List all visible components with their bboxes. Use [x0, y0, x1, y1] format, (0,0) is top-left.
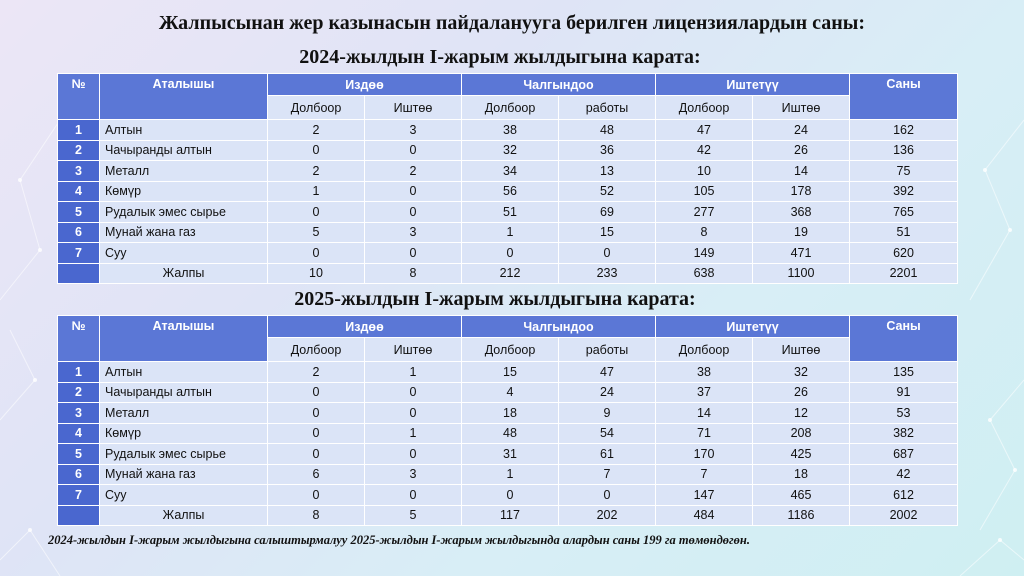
cell-value: 277	[656, 202, 753, 223]
row-number: 7	[58, 243, 100, 264]
cell-value: 15	[462, 362, 559, 383]
row-number: 1	[58, 120, 100, 141]
table-2024-heading: 2024-жылдын I-жарым жылдыгына карата:	[299, 46, 701, 68]
cell-value: 26	[753, 140, 850, 161]
total-value: 8	[268, 505, 365, 526]
cell-value: 54	[559, 423, 656, 444]
row-name: Металл	[100, 161, 268, 182]
cell-value: 32	[753, 362, 850, 383]
row-number: 1	[58, 362, 100, 383]
total-value: 8	[365, 263, 462, 284]
subheader: Долбоор	[462, 96, 559, 120]
total-value: 233	[559, 263, 656, 284]
row-name: Рудалык эмес сырье	[100, 202, 268, 223]
cell-value: 19	[753, 222, 850, 243]
cell-value: 2	[365, 161, 462, 182]
cell-value: 24	[753, 120, 850, 141]
cell-value: 0	[268, 485, 365, 506]
total-value: 484	[656, 505, 753, 526]
cell-value: 368	[753, 202, 850, 223]
row-total: 42	[850, 464, 958, 485]
cell-value: 9	[559, 403, 656, 424]
subheader: Долбоор	[656, 338, 753, 362]
cell-value: 24	[559, 382, 656, 403]
table-row	[58, 161, 958, 182]
col-izdoo-header: Издөө	[268, 316, 462, 338]
cell-value: 2	[268, 161, 365, 182]
cell-value: 0	[268, 243, 365, 264]
cell-value: 5	[268, 222, 365, 243]
col-ishtetuu-header: Иштетүү	[656, 316, 850, 338]
grand-total: 2002	[850, 505, 958, 526]
cell-value: 0	[365, 382, 462, 403]
row-name: Мунай жана газ	[100, 464, 268, 485]
row-total: 687	[850, 444, 958, 465]
page-title: Жалпысынан жер казынасын пайдаланууга берилген лицензиялардын саны:	[158, 12, 866, 34]
row-name: Суу	[100, 485, 268, 506]
table-row	[58, 243, 958, 264]
row-name: Көмүр	[100, 181, 268, 202]
cell-value: 425	[753, 444, 850, 465]
table-row	[58, 444, 958, 465]
cell-value: 10	[656, 161, 753, 182]
total-value: 5	[365, 505, 462, 526]
col-num-header: №	[58, 316, 100, 362]
cell-value: 2	[268, 120, 365, 141]
cell-value: 2	[268, 362, 365, 383]
row-number: 4	[58, 181, 100, 202]
cell-value: 15	[559, 222, 656, 243]
row-total: 162	[850, 120, 958, 141]
row-name: Мунай жана газ	[100, 222, 268, 243]
col-sany-header: Саны	[850, 316, 958, 362]
row-name: Чачыранды алтын	[100, 140, 268, 161]
cell-value: 26	[753, 382, 850, 403]
cell-value: 56	[462, 181, 559, 202]
cell-value: 51	[462, 202, 559, 223]
cell-value: 36	[559, 140, 656, 161]
subheader: Иштөө	[365, 338, 462, 362]
total-value: 10	[268, 263, 365, 284]
row-number: 6	[58, 222, 100, 243]
total-value: 638	[656, 263, 753, 284]
subheader: Иштөө	[753, 338, 850, 362]
row-number: 7	[58, 485, 100, 506]
subheader: Иштөө	[365, 96, 462, 120]
cell-value: 48	[559, 120, 656, 141]
cell-value: 0	[268, 382, 365, 403]
table-row	[58, 382, 958, 403]
cell-value: 7	[656, 464, 753, 485]
col-chalgyndoo-header: Чалгындоо	[462, 74, 656, 96]
row-total: 382	[850, 423, 958, 444]
cell-value: 208	[753, 423, 850, 444]
col-chalgyndoo-header: Чалгындоо	[462, 316, 656, 338]
table-row	[58, 403, 958, 424]
row-number: 3	[58, 403, 100, 424]
table-row	[58, 120, 958, 141]
total-value: 202	[559, 505, 656, 526]
col-sany-header: Саны	[850, 74, 958, 120]
cell-value: 71	[656, 423, 753, 444]
row-total: 75	[850, 161, 958, 182]
cell-value: 465	[753, 485, 850, 506]
cell-value: 37	[656, 382, 753, 403]
row-total: 620	[850, 243, 958, 264]
cell-value: 3	[365, 120, 462, 141]
cell-value: 0	[365, 403, 462, 424]
subheader: Иштөө	[753, 96, 850, 120]
row-name: Алтын	[100, 120, 268, 141]
cell-value: 1	[462, 464, 559, 485]
table-row	[58, 464, 958, 485]
grand-total: 2201	[850, 263, 958, 284]
total-value: 1100	[753, 263, 850, 284]
cell-value: 32	[462, 140, 559, 161]
cell-value: 0	[462, 243, 559, 264]
cell-value: 147	[656, 485, 753, 506]
cell-value: 61	[559, 444, 656, 465]
table-row	[58, 140, 958, 161]
totals-row	[58, 263, 958, 284]
subheader: Долбоор	[268, 96, 365, 120]
totals-label: Жалпы	[100, 505, 268, 526]
cell-value: 471	[753, 243, 850, 264]
cell-value: 0	[268, 202, 365, 223]
cell-value: 12	[753, 403, 850, 424]
row-number: 5	[58, 202, 100, 223]
cell-value: 47	[559, 362, 656, 383]
cell-value: 42	[656, 140, 753, 161]
cell-value: 0	[365, 181, 462, 202]
cell-value: 31	[462, 444, 559, 465]
subheader: Долбоор	[462, 338, 559, 362]
row-name: Суу	[100, 243, 268, 264]
total-value: 1186	[753, 505, 850, 526]
row-number: 2	[58, 140, 100, 161]
row-number: 6	[58, 464, 100, 485]
cell-value: 8	[656, 222, 753, 243]
table-row	[58, 423, 958, 444]
row-name: Рудалык эмес сырье	[100, 444, 268, 465]
cell-value: 0	[268, 403, 365, 424]
total-value: 117	[462, 505, 559, 526]
row-number: 5	[58, 444, 100, 465]
cell-value: 18	[462, 403, 559, 424]
cell-value: 0	[268, 140, 365, 161]
row-total: 392	[850, 181, 958, 202]
cell-value: 3	[365, 222, 462, 243]
cell-value: 38	[656, 362, 753, 383]
table-row	[58, 222, 958, 243]
cell-value: 105	[656, 181, 753, 202]
col-name-header: Аталышы	[100, 316, 268, 362]
col-ishtetuu-header: Иштетүү	[656, 74, 850, 96]
row-total: 765	[850, 202, 958, 223]
footer-note: 2024-жылдын I-жарым жылдыгына салыштырмалуу 2025-жылдын I-жарым жылдыгында алардын саны 199 га төмөндөгөн.	[48, 533, 750, 547]
cell-value: 52	[559, 181, 656, 202]
cell-value: 6	[268, 464, 365, 485]
row-total: 136	[850, 140, 958, 161]
row-total: 91	[850, 382, 958, 403]
table-row	[58, 181, 958, 202]
table-row	[58, 362, 958, 383]
row-name: Чачыранды алтын	[100, 382, 268, 403]
cell-value: 4	[462, 382, 559, 403]
cell-value: 47	[656, 120, 753, 141]
cell-value: 14	[656, 403, 753, 424]
totals-row	[58, 505, 958, 526]
col-num-header: №	[58, 74, 100, 120]
table-2025	[57, 315, 958, 526]
cell-value: 0	[365, 243, 462, 264]
cell-value: 34	[462, 161, 559, 182]
row-total: 612	[850, 485, 958, 506]
table-row	[58, 202, 958, 223]
cell-value: 0	[365, 444, 462, 465]
cell-value: 48	[462, 423, 559, 444]
cell-value: 0	[559, 243, 656, 264]
row-total: 53	[850, 403, 958, 424]
cell-value: 0	[268, 444, 365, 465]
subheader: работы	[559, 338, 656, 362]
cell-value: 178	[753, 181, 850, 202]
row-name: Көмүр	[100, 423, 268, 444]
cell-value: 0	[365, 140, 462, 161]
cell-value: 0	[462, 485, 559, 506]
col-name-header: Аталышы	[100, 74, 268, 120]
table-2025-heading: 2025-жылдын I-жарым жылдыгына карата:	[294, 288, 696, 310]
total-value: 212	[462, 263, 559, 284]
row-number: 2	[58, 382, 100, 403]
cell-value: 1	[268, 181, 365, 202]
row-total: 135	[850, 362, 958, 383]
subheader: Долбоор	[268, 338, 365, 362]
cell-value: 149	[656, 243, 753, 264]
subheader: Долбоор	[656, 96, 753, 120]
cell-value: 69	[559, 202, 656, 223]
table-2024	[57, 73, 958, 284]
cell-value: 0	[365, 202, 462, 223]
cell-value: 3	[365, 464, 462, 485]
totals-label: Жалпы	[100, 263, 268, 284]
cell-value: 0	[268, 423, 365, 444]
subheader: работы	[559, 96, 656, 120]
totals-empty-cell	[58, 263, 100, 284]
col-izdoo-header: Издөө	[268, 74, 462, 96]
cell-value: 0	[559, 485, 656, 506]
cell-value: 1	[462, 222, 559, 243]
cell-value: 7	[559, 464, 656, 485]
row-number: 3	[58, 161, 100, 182]
cell-value: 14	[753, 161, 850, 182]
cell-value: 170	[656, 444, 753, 465]
row-number: 4	[58, 423, 100, 444]
cell-value: 0	[365, 485, 462, 506]
table-row	[58, 485, 958, 506]
cell-value: 1	[365, 423, 462, 444]
cell-value: 38	[462, 120, 559, 141]
row-name: Металл	[100, 403, 268, 424]
cell-value: 18	[753, 464, 850, 485]
totals-empty-cell	[58, 505, 100, 526]
row-name: Алтын	[100, 362, 268, 383]
cell-value: 1	[365, 362, 462, 383]
cell-value: 13	[559, 161, 656, 182]
row-total: 51	[850, 222, 958, 243]
